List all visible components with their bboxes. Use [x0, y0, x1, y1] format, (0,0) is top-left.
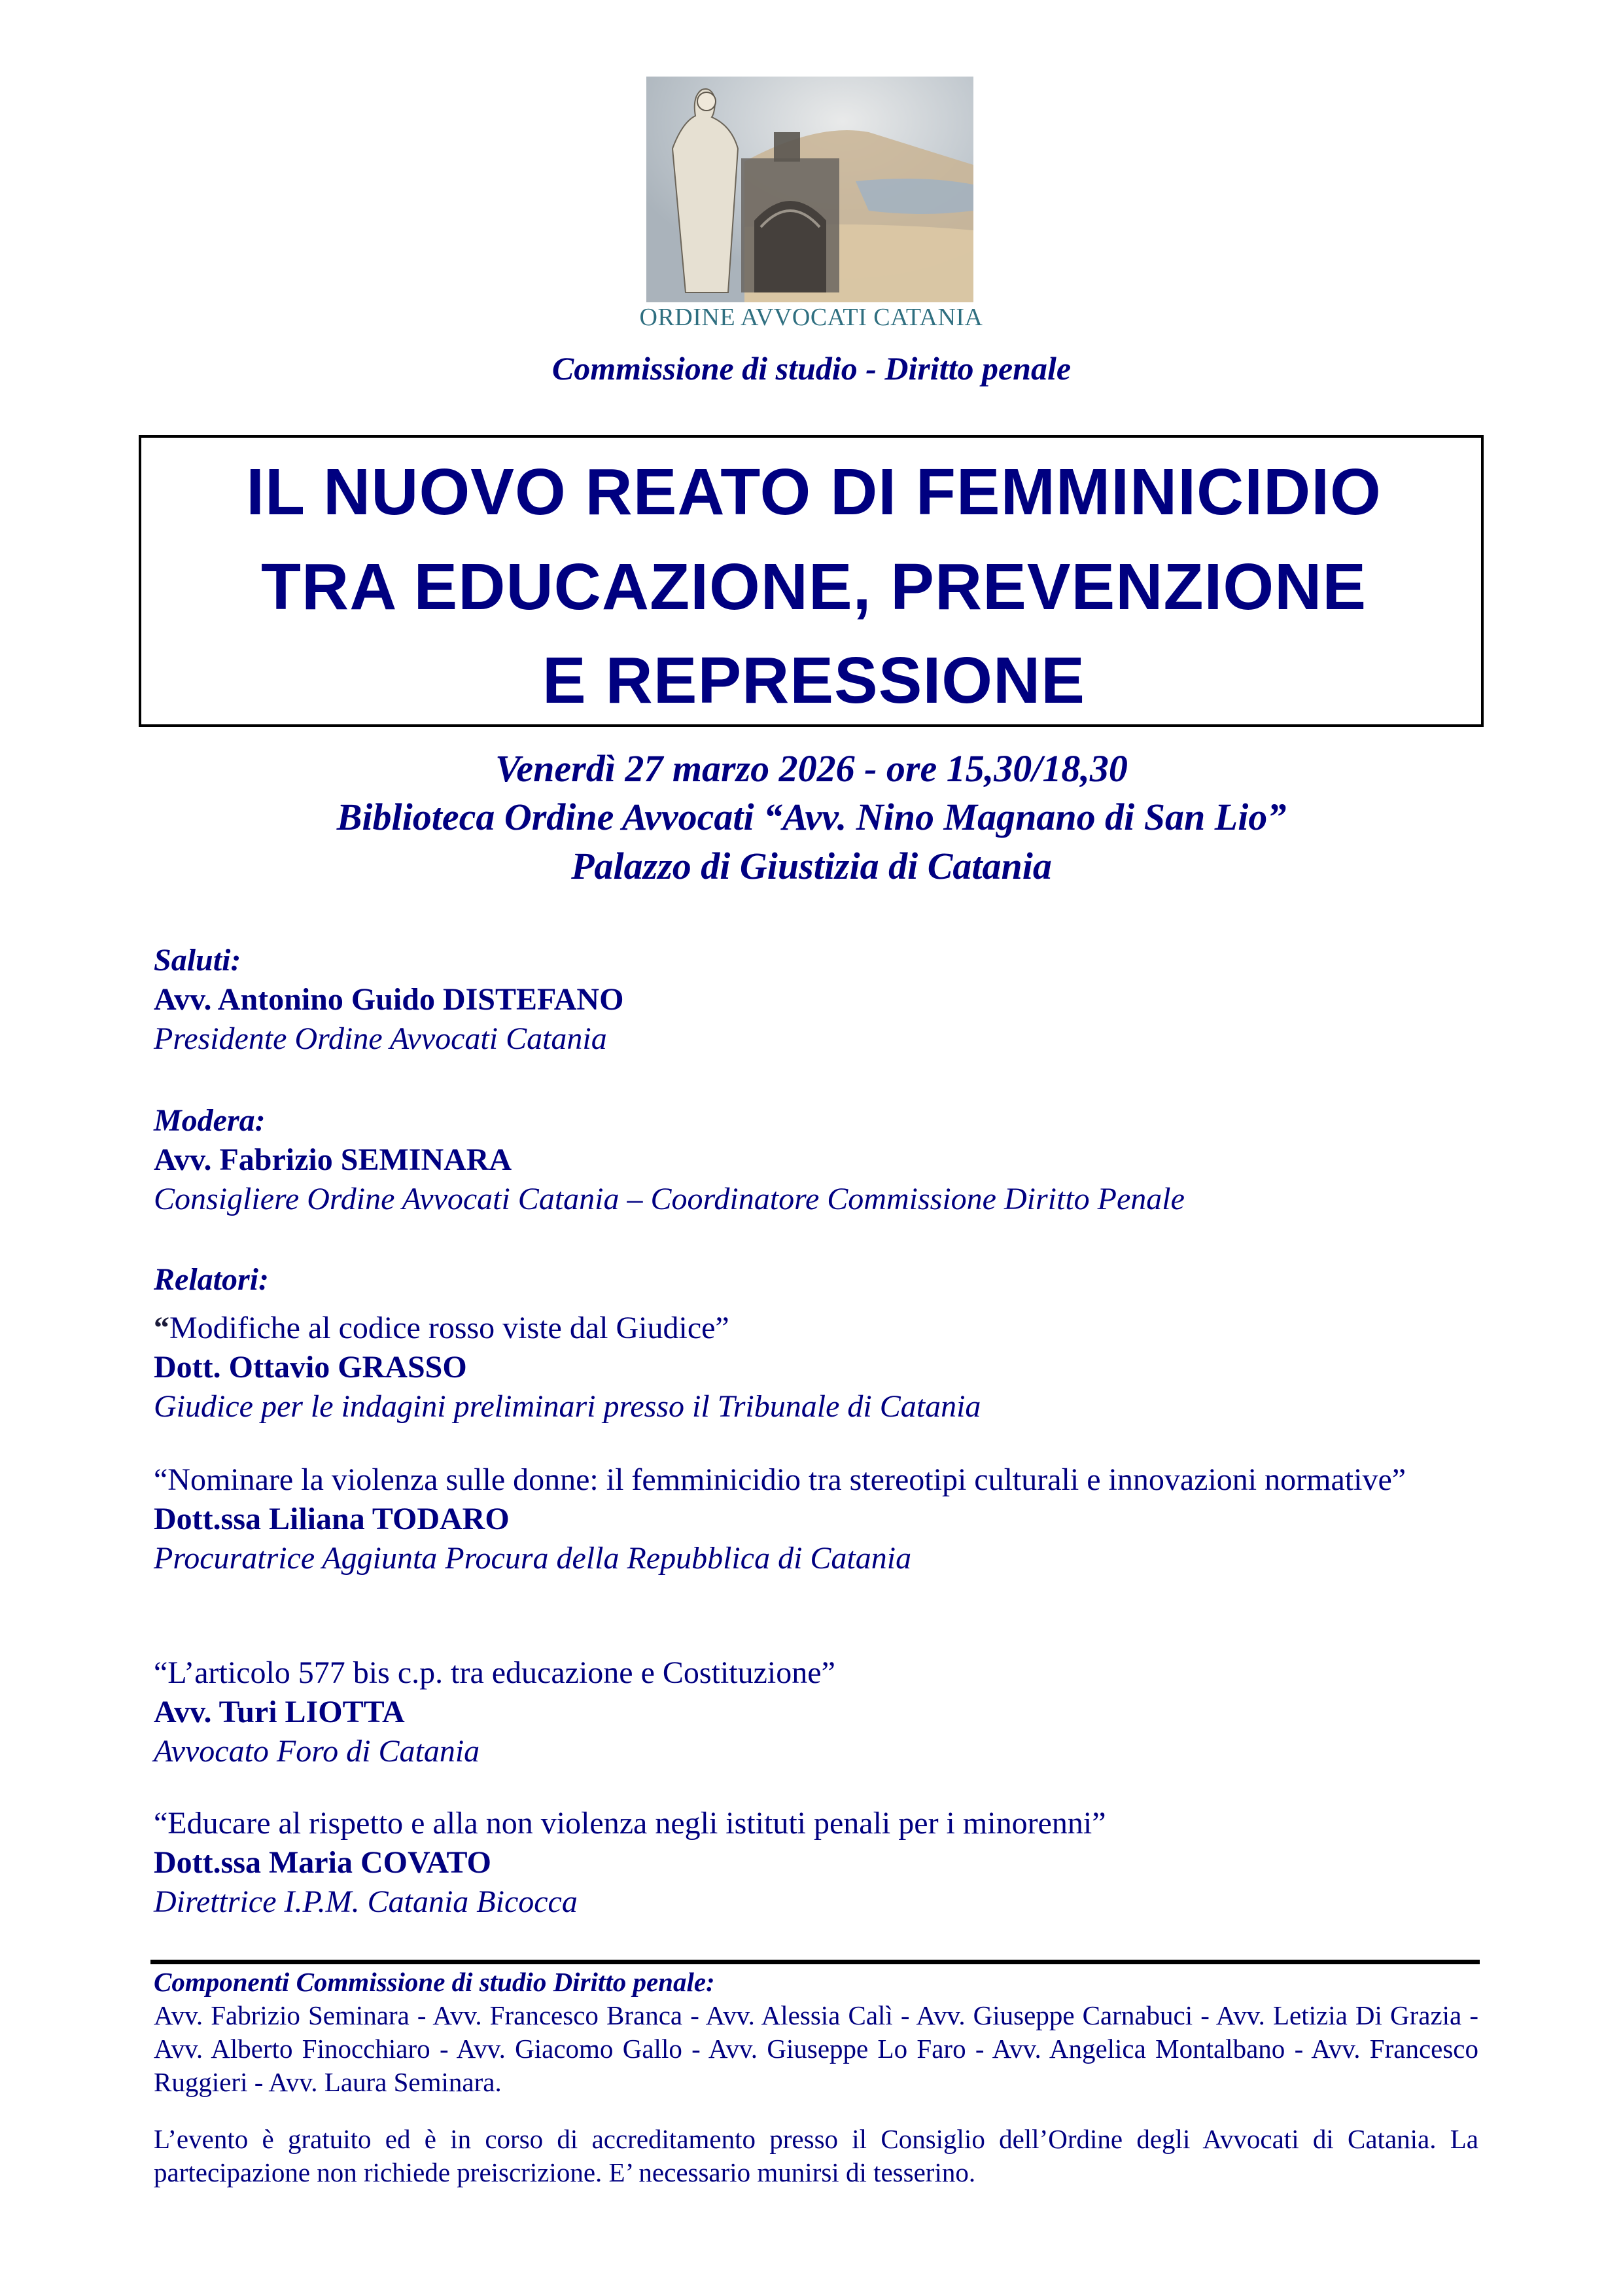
relatore-2: [154, 1460, 1478, 1578]
members-label: Componenti Commissione di studio Diritto penale:: [154, 1967, 715, 1997]
relatore-name: Dott.ssa Liliana TODARO: [154, 1502, 510, 1536]
saluti-speaker-name: Avv. Antonino Guido DISTEFANO: [154, 982, 624, 1017]
relatore-3: [154, 1653, 1478, 1771]
separator-rule: [150, 1960, 1480, 1964]
open-quote: “: [154, 1311, 169, 1345]
logo-caption: ORDINE AVVOCATI CATANIA: [639, 304, 983, 331]
modera-speaker-name: Avv. Fabrizio SEMINARA: [154, 1142, 512, 1177]
relatore-role: Procuratrice Aggiunta Procura della Repubblica di Catania: [154, 1541, 912, 1576]
event-notice: L’evento è gratuito ed è in corso di accreditamento presso il Consiglio dell’Ordine degli Avvocati di Catania. La partecipazione non richiede preiscrizione. E’ necessario munirsi di tesserino.: [154, 2124, 1478, 2187]
saluti-speaker-role: Presidente Ordine Avvocati Catania: [154, 1021, 607, 1056]
relatore-name: Dott.ssa Maria COVATO: [154, 1845, 491, 1880]
relatore-4: [154, 1804, 1478, 1922]
saluti-section: [154, 941, 1478, 1059]
notice-section: [154, 2123, 1478, 2189]
relatore-topic: [154, 1309, 1478, 1348]
logo-painting: [646, 77, 973, 302]
title-line-3: E REPRESSIONE: [542, 644, 1085, 717]
event-place: Palazzo di Giustizia di Catania: [571, 845, 1052, 887]
relatore-1: [154, 1309, 1478, 1426]
saluti-label: Saluti:: [154, 943, 241, 978]
event-venue: Biblioteca Ordine Avvocati “Avv. Nino Magnano di San Lio”: [336, 796, 1287, 838]
modera-label: Modera:: [154, 1103, 266, 1138]
relatore-topic: “Nominare la violenza sulle donne: il femminicidio tra stereotipi culturali e innovazioni normative”: [154, 1462, 1406, 1497]
modera-section: [154, 1101, 1478, 1219]
relatore-topic: “Educare al rispetto e alla non violenza negli istituti penali per i minorenni”: [154, 1806, 1106, 1841]
commission-subtitle: Commissione di studio - Diritto penale: [551, 350, 1072, 387]
relatore-role: Giudice per le indagini preliminari presso il Tribunale di Catania: [154, 1389, 981, 1424]
relatori-label: Relatori:: [154, 1262, 269, 1297]
relatore-role: Direttrice I.P.M. Catania Bicocca: [154, 1884, 578, 1919]
members-list: Avv. Fabrizio Seminara - Avv. Francesco Branca - Avv. Alessia Calì - Avv. Giuseppe Carnabuci - Avv. Letizia Di Grazia - Avv. Alberto Finocchiaro - Avv. Giacomo Gallo - Avv. Giuseppe Lo Faro - Avv. Angelica Montalbano - Avv. Francesco Ruggieri - Avv. Laura Seminara.: [154, 2000, 1478, 2097]
relatore-name: Avv. Turi LIOTTA: [154, 1695, 405, 1729]
relatore-topic-text: Modifiche al codice rosso viste dal Giudice”: [169, 1311, 729, 1345]
title-box: [139, 435, 1484, 727]
relatori-label-wrap: [154, 1260, 1478, 1299]
event-date-time: Venerdì 27 marzo 2026 - ore 15,30/18,30: [495, 747, 1128, 790]
title-line-1: IL NUOVO REATO DI FEMMINICIDIO: [246, 455, 1382, 529]
title-line-2: TRA EDUCAZIONE, PREVENZIONE: [260, 550, 1367, 624]
members-section: [154, 1966, 1478, 2099]
relatore-name: Dott. Ottavio GRASSO: [154, 1350, 467, 1385]
watercolor-illustration-icon: [646, 77, 973, 302]
relatore-topic: “L’articolo 577 bis c.p. tra educazione e Costituzione”: [154, 1655, 835, 1690]
modera-speaker-role: Consigliere Ordine Avvocati Catania – Coordinatore Commissione Diritto Penale: [154, 1182, 1185, 1216]
relatore-role: Avvocato Foro di Catania: [154, 1734, 480, 1769]
